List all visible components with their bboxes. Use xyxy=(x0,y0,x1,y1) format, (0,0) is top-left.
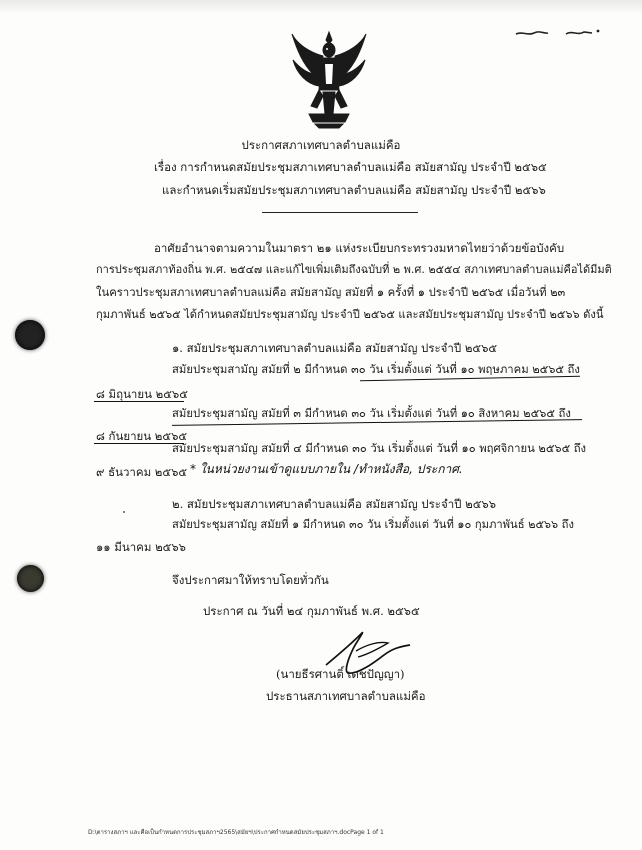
item2-session1-line1: สมัยประชุมสามัญ สมัยที่ ๑ มีกำหนด ๓๐ วัน เริ่มตั้งแต่ วันที่ ๑๐ กุมภาพันธ์ ๒๕๖๖ ถึง xyxy=(172,518,574,531)
punch-hole xyxy=(17,565,44,592)
scan-edge-shadow xyxy=(0,0,642,14)
scan-speck xyxy=(123,511,125,513)
closing-text: จึงประกาศมาให้ทราบโดยทั่วกัน xyxy=(172,573,329,587)
punch-hole xyxy=(15,320,45,350)
signer-name: (นายธีรศานติ์ เดชปัญญา) xyxy=(276,667,405,681)
item1-session4-line2: ๙ ธันวาคม ๒๕๖๕ xyxy=(96,465,188,479)
handwritten-underline xyxy=(94,443,184,444)
issuer-title: ประกาศสภาเทศบาลตำบลแม่คือ xyxy=(241,138,401,152)
subject-line-1: เรื่อง การกำหนดสมัยประชุมสภาเทศบาลตำบลแม่คือ สมัยสามัญ ประจำปี ๒๕๖๕ xyxy=(154,160,547,174)
intro-line-3: ในคราวประชุมสภาเทศบาลตำบลแม่คือ สมัยสามัญ สมัยที่ ๑ ครั้งที่ ๑ ประจำปี ๒๕๖๕ เมื่อวันที่ ๒๓ xyxy=(96,286,566,299)
item1-session3-line1: สมัยประชุมสามัญ สมัยที่ ๓ มีกำหนด ๓๐ วัน เริ่มตั้งแต่ วันที่ ๑๐ สิงหาคม ๒๕๖๕ ถึง xyxy=(172,407,571,420)
item1-session4-line1: สมัยประชุมสามัญ สมัยที่ ๔ มีกำหนด ๓๐ วัน เริ่มตั้งแต่ วันที่ ๑๐ พฤศจิกายน ๒๕๖๕ ถึง xyxy=(172,442,587,455)
item1-title: ๑. สมัยประชุมสภาเทศบาลตำบลแม่คือ สมัยสามัญ ประจำปี ๒๕๖๕ xyxy=(172,341,498,355)
intro-line-4: กุมภาพันธ์ ๒๕๖๕ ได้กำหนดสมัยประชุมสามัญ ประจำปี ๒๕๖๕ และสมัยประชุมสามัญ ประจำปี ๒๕๖๖ ดังนี้ xyxy=(96,308,604,321)
item1-session2-line1: สมัยประชุมสามัญ สมัยที่ ๒ มีกำหนด ๓๐ วัน เริ่มตั้งแต่ วันที่ ๑๐ พฤษภาคม ๒๕๖๕ ถึง xyxy=(172,363,580,376)
handwritten-underline xyxy=(94,401,184,402)
item1-session3-line2: ๘ กันยายน ๒๕๖๕ xyxy=(96,429,188,443)
handwritten-note: * ในหน่วยงานเข้าดูแบบภายใน /ทำหนังสือ, ประกาศ. xyxy=(190,462,463,476)
item2-title: ๒. สมัยประชุมสภาเทศบาลตำบลแม่คือ สมัยสามัญ ประจำปี ๒๕๖๖ xyxy=(172,497,496,511)
header-divider xyxy=(262,212,418,213)
intro-line-2: การประชุมสภาท้องถิ่น พ.ศ. ๒๕๔๗ และแก้ไขเพิ่มเติมถึงฉบับที่ ๒ พ.ศ. ๒๕๕๔ สภาเทศบาลตำบลแม่คือได้มีมติ xyxy=(96,263,612,276)
item1-session2-line2: ๘ มิถุนายน ๒๕๖๕ xyxy=(96,387,188,401)
subject-line-2: และกำหนดเริ่มสมัยประชุมสภาเทศบาลตำบลแม่คือ สมัยสามัญ ประจำปี ๒๕๖๖ xyxy=(162,183,546,197)
garuda-emblem-icon xyxy=(289,30,369,130)
signer-position: ประธานสภาเทศบาลตำบลแม่คือ xyxy=(266,689,426,703)
intro-line-1: อาศัยอำนาจตามความในมาตรา ๒๑ แห่งระเบียบกระทรวงมหาดไทยว่าด้วยข้อบังคับ xyxy=(154,241,565,255)
handwritten-mark xyxy=(514,28,602,38)
footer-file-path: D:\ตารางสภาฯ และคือเป็นกำหนดการประชุมสภาฯ2565\สมัยฯ\ประกาศกำหนดสมัยประชุมสภาฯ.docPage 1 of 1 xyxy=(88,829,384,836)
item2-session1-line2: ๑๑ มีนาคม ๒๕๖๖ xyxy=(96,540,186,554)
announcement-date: ประกาศ ณ วันที่ ๒๔ กุมภาพันธ์ พ.ศ. ๒๕๖๕ xyxy=(203,604,420,618)
